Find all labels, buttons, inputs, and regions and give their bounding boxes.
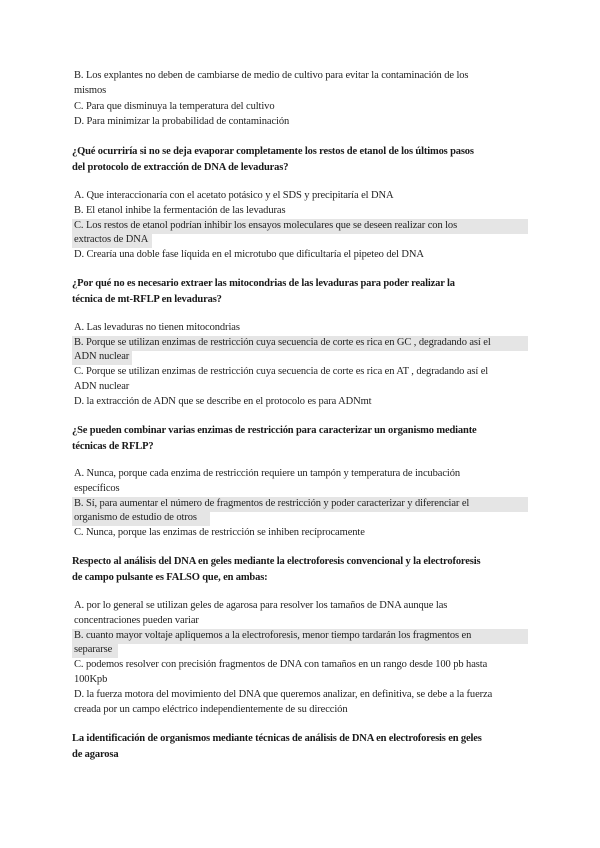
question-2-line-2: del protocolo de extracción de DNA de levaduras?	[72, 162, 289, 173]
option-b-line-2-correct: organismo de estudio de otros	[72, 511, 210, 526]
option-a-line: A. Las levaduras no tienen mitocondrias	[74, 322, 240, 333]
option-d-line: D. Para minimizar la probabilidad de contaminación	[74, 116, 290, 127]
option-a-line-2: específicos	[74, 483, 120, 494]
option-c-line-2: 100Kpb	[74, 674, 108, 685]
option-a-line-1: A. por lo general se utilizan geles de agarosa para resolver los tamaños de DNA aunque las	[74, 600, 448, 611]
option-b-line-1-correct: B. cuanto mayor voltaje apliquemos a la electroforesis, menor tiempo tardarán los fragmentos en	[72, 629, 528, 644]
option-d-line: D. la extracción de ADN que se describe en el protocolo es para ADNmt	[74, 396, 372, 407]
option-b-line-2-correct: ADN nuclear	[72, 350, 132, 365]
question-6-line-2: de agarosa	[72, 749, 119, 760]
question-5-line-1: Respecto al análisis del DNA en geles mediante la electroforesis convencional y la electroforesis	[72, 556, 481, 567]
option-a-line-1: A. Nunca, porque cada enzima de restricción requiere un tampón y temperatura de incubación	[74, 468, 461, 479]
option-c-line: C. Nunca, porque las enzimas de restricción se inhiben recíprocamente	[74, 527, 365, 538]
option-b-line-2: mismos	[74, 85, 107, 96]
option-a-line: A. Que interaccionaría con el acetato potásico y el SDS y precipitaría el DNA	[74, 190, 394, 201]
option-b-line: B. El etanol inhibe la fermentación de las levaduras	[74, 205, 286, 216]
option-b-line-1-correct: B. Porque se utilizan enzimas de restricción cuya secuencia de corte es rica en GC , degradando así el	[72, 336, 528, 351]
question-4-line-2: técnicas de RFLP?	[72, 441, 154, 452]
option-c-line: C. Para que disminuya la temperatura del cultivo	[74, 101, 275, 112]
option-b-line-2-correct: separarse	[72, 643, 118, 658]
question-6-line-1: La identificación de organismos mediante técnicas de análisis de DNA en electroforesis en geles	[72, 733, 482, 744]
option-d-line: D. Crearía una doble fase líquida en el microtubo que dificultaría el pipeteo del DNA	[74, 249, 424, 260]
option-b-line-1-correct: B. Sí, para aumentar el número de fragmentos de restricción y poder caracterizar y diferenciar el	[72, 497, 528, 512]
question-4-line-1: ¿Se pueden combinar varias enzimas de restricción para caracterizar un organismo mediante	[72, 425, 477, 436]
option-d-line-2: creada por un campo eléctrico independientemente de su dirección	[74, 704, 348, 715]
option-d-line-1: D. la fuerza motora del movimiento del DNA que queremos analizar, en definitiva, se debe a la fuerza	[74, 689, 493, 700]
option-c-line-2-correct: extractos de DNA	[72, 233, 152, 248]
option-c-line-1-correct: C. Los restos de etanol podrían inhibir los ensayos moleculares que se deseen realizar con los	[72, 219, 528, 234]
option-a-line-2: concentraciones pueden variar	[74, 615, 199, 626]
option-c-line-1: C. Porque se utilizan enzimas de restricción cuya secuencia de corte es rica en AT , degradando así el	[74, 366, 489, 377]
question-5-line-2: de campo pulsante es FALSO que, en ambas:	[72, 572, 268, 583]
question-3-line-1: ¿Por qué no es necesario extraer las mitocondrias de las levaduras para poder realizar la	[72, 278, 455, 289]
question-3-line-2: técnica de mt-RFLP en levaduras?	[72, 294, 222, 305]
option-c-line-1: C. podemos resolver con precisión fragmentos de DNA con tamaños en un rango desde 100 pb hasta	[74, 659, 488, 670]
option-b-line-1: B. Los explantes no deben de cambiarse de medio de cultivo para evitar la contaminación de los	[74, 70, 469, 81]
question-2-line-1: ¿Qué ocurriría si no se deja evaporar completamente los restos de etanol de los últimos pasos	[72, 146, 474, 157]
option-c-line-2: ADN nuclear	[74, 381, 130, 392]
